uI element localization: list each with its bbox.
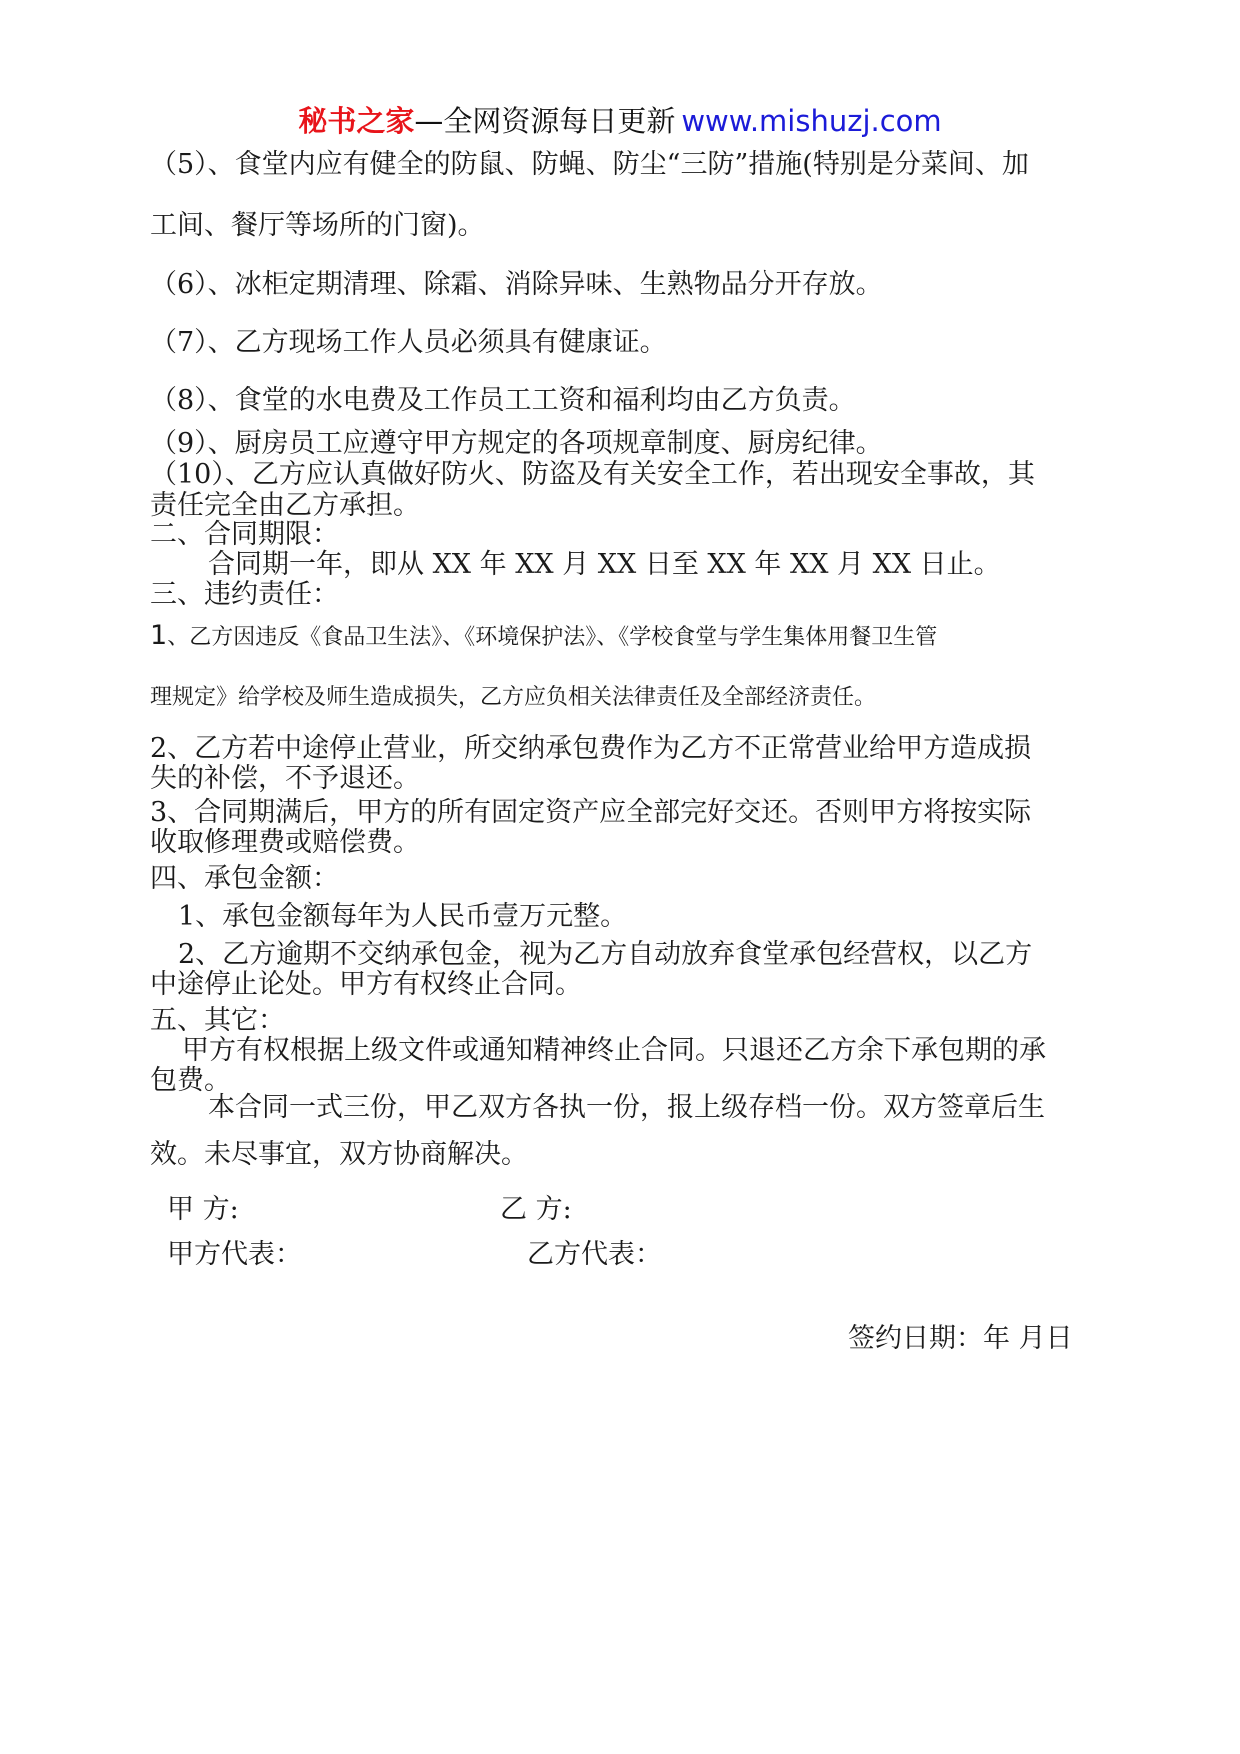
clause-5-line-2: 工间、餐厅等场所的门窗)。 (150, 210, 485, 241)
site-slogan: —全网资源每日更新 (414, 104, 676, 138)
liability-item-2-line-2: 失的补偿，不予退还。 (150, 763, 420, 794)
section-heading-amount: 四、承包金额： (150, 863, 339, 894)
party-a-rep-label: 甲方代表： (167, 1239, 302, 1270)
clause-7: （7）、乙方现场工作人员必须具有健康证。 (150, 327, 667, 358)
liability-item-1-line-1 (150, 619, 937, 655)
contract-term-text: 合同期一年，即从 XX 年 XX 月 XX 日至 XX 年 XX 月 XX 日止。 (208, 549, 1001, 580)
other-line-3: 本合同一式三份，甲乙双方各执一份，报上级存档一份。双方签章后生 (208, 1092, 1045, 1123)
other-line-1: 甲方有权根据上级文件或通知精神终止合同。只退还乙方余下承包期的承 (182, 1035, 1046, 1066)
liability-item-3-line-2: 收取修理费或赔偿费。 (150, 827, 420, 858)
other-line-2: 包费。 (150, 1065, 231, 1096)
liability-item-2-line-1: 2、乙方若中途停止营业，所交纳承包费作为乙方不正常营业给甲方造成损 (150, 733, 1032, 764)
liability-item-1-line-2: 理规定》给学校及师生造成损失，乙方应负相关法律责任及全部经济责任。 (150, 685, 877, 710)
amount-item-2-line-2: 中途停止论处。甲方有权终止合同。 (150, 969, 582, 1000)
clause-10-line-2: 责任完全由乙方承担。 (150, 490, 420, 521)
amount-item-1: 1、承包金额每年为人民币壹万元整。 (178, 901, 628, 932)
section-heading-other: 五、其它： (150, 1005, 285, 1036)
section-heading-liability: 三、违约责任： (150, 579, 339, 610)
liability-item-3-line-1: 3、合同期满后，甲方的所有固定资产应全部完好交还。否则甲方将按实际 (150, 797, 1032, 828)
other-line-4: 效。未尽事宜，双方协商解决。 (150, 1139, 528, 1170)
party-a-label: 甲 方: (167, 1194, 239, 1225)
amount-item-2-line-1: 2、乙方逾期不交纳承包金，视为乙方自动放弃食堂承包经营权，以乙方 (178, 939, 1033, 970)
clause-9: （9）、厨房员工应遵守甲方规定的各项规章制度、厨房纪律。 (150, 428, 883, 459)
page-header (0, 101, 1240, 141)
party-b-rep-label: 乙方代表： (527, 1239, 662, 1270)
party-b-label: 乙 方: (500, 1194, 572, 1225)
site-brand: 秘书之家 (298, 104, 415, 138)
liability-item-1-number: 1 (150, 620, 168, 651)
signing-date-label: 签约日期：年 月日 (848, 1323, 1073, 1354)
section-heading-term: 二、合同期限： (150, 519, 339, 550)
clause-8: （8）、食堂的水电费及工作员工工资和福利均由乙方负责。 (150, 385, 856, 416)
liability-item-1-text: 、乙方因违反《食品卫生法》、《环境保护法》、《学校食堂与学生集体用餐卫生管 (167, 625, 938, 650)
clause-5-line-1: （5）、食堂内应有健全的防鼠、防蝇、防尘“三防”措施(特别是分菜间、加 (150, 149, 1029, 180)
clause-6: （6）、冰柜定期清理、除霜、消除异味、生熟物品分开存放。 (150, 269, 883, 300)
site-url-link[interactable]: www.mishuzj.com (681, 104, 942, 138)
clause-10-line-1: （10）、乙方应认真做好防火、防盗及有关安全工作，若出现安全事故，其 (150, 459, 1035, 490)
